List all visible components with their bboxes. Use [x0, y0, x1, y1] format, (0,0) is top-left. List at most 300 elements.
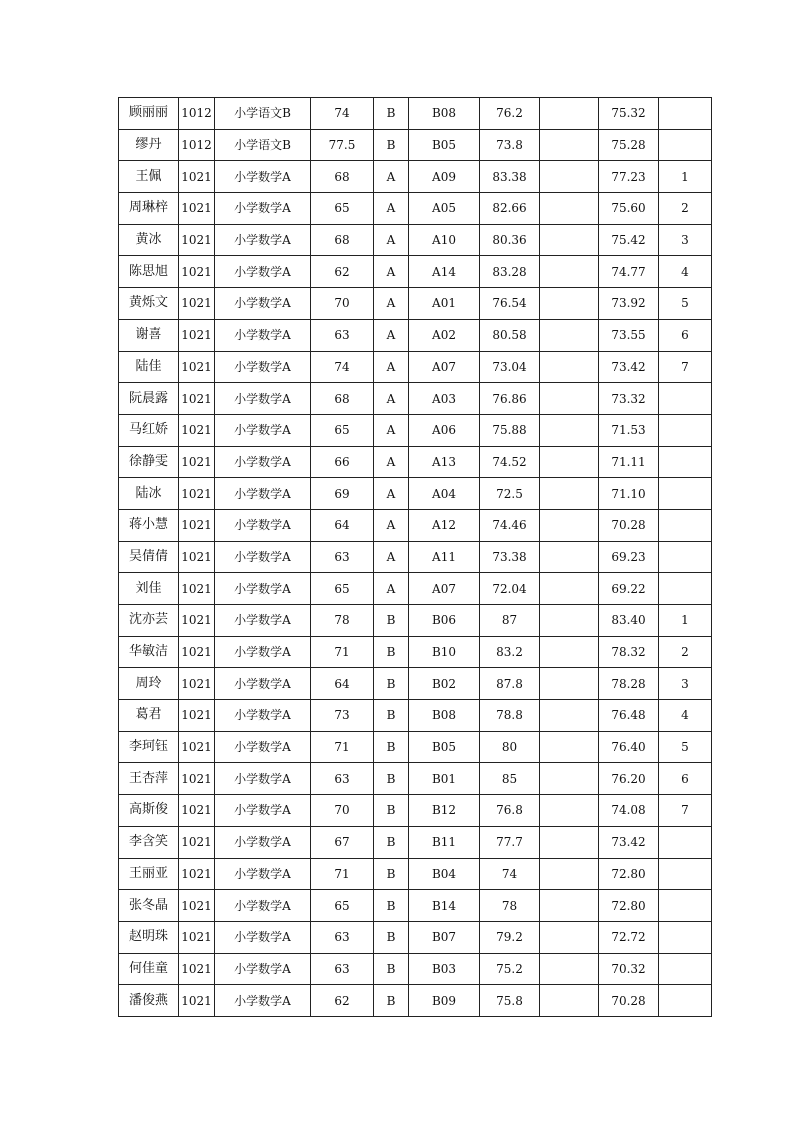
cell-written: 63 [311, 541, 374, 573]
cell-note [540, 319, 599, 351]
cell-seat: B10 [409, 636, 480, 668]
cell-code: 1021 [179, 319, 215, 351]
table-row [119, 414, 712, 446]
cell-seat: A03 [409, 383, 480, 415]
cell-code: 1021 [179, 985, 215, 1017]
cell-rank: 7 [659, 795, 712, 827]
cell-interview: 80.58 [480, 319, 540, 351]
cell-interview: 78 [480, 890, 540, 922]
cell-rank [659, 478, 712, 510]
cell-rank: 4 [659, 256, 712, 288]
cell-subject: 小学数学A [215, 668, 311, 700]
cell-group: B [374, 795, 409, 827]
table-row [119, 921, 712, 953]
cell-code: 1021 [179, 478, 215, 510]
cell-subject: 小学数学A [215, 573, 311, 605]
cell-group: B [374, 731, 409, 763]
cell-rank: 5 [659, 731, 712, 763]
cell-code: 1021 [179, 288, 215, 320]
cell-total: 83.40 [599, 605, 659, 637]
table-row [119, 256, 712, 288]
cell-subject: 小学数学A [215, 985, 311, 1017]
cell-interview: 74.52 [480, 446, 540, 478]
cell-total: 72.80 [599, 890, 659, 922]
cell-subject: 小学数学A [215, 193, 311, 225]
cell-note [540, 414, 599, 446]
cell-rank: 6 [659, 763, 712, 795]
cell-note [540, 731, 599, 763]
cell-interview: 77.7 [480, 826, 540, 858]
table-row [119, 319, 712, 351]
cell-note [540, 193, 599, 225]
cell-written: 78 [311, 605, 374, 637]
cell-code: 1021 [179, 763, 215, 795]
cell-group: A [374, 224, 409, 256]
table-row [119, 224, 712, 256]
cell-interview: 87 [480, 605, 540, 637]
cell-name: 黄烁文 [119, 288, 179, 320]
cell-note [540, 541, 599, 573]
cell-note [540, 129, 599, 161]
cell-subject: 小学数学A [215, 509, 311, 541]
table-row [119, 795, 712, 827]
cell-name: 潘俊燕 [119, 985, 179, 1017]
cell-group: B [374, 668, 409, 700]
cell-group: A [374, 541, 409, 573]
cell-seat: B11 [409, 826, 480, 858]
cell-note [540, 890, 599, 922]
cell-written: 63 [311, 319, 374, 351]
cell-written: 63 [311, 763, 374, 795]
cell-interview: 82.66 [480, 193, 540, 225]
cell-interview: 76.86 [480, 383, 540, 415]
cell-total: 70.32 [599, 953, 659, 985]
cell-rank: 6 [659, 319, 712, 351]
table-row [119, 763, 712, 795]
cell-name: 蒋小慧 [119, 509, 179, 541]
cell-group: A [374, 509, 409, 541]
cell-seat: B08 [409, 98, 480, 130]
cell-written: 68 [311, 161, 374, 193]
cell-group: B [374, 858, 409, 890]
cell-code: 1021 [179, 636, 215, 668]
cell-note [540, 161, 599, 193]
cell-group: A [374, 319, 409, 351]
cell-total: 73.42 [599, 351, 659, 383]
cell-code: 1021 [179, 795, 215, 827]
cell-interview: 72.04 [480, 573, 540, 605]
cell-interview: 75.8 [480, 985, 540, 1017]
cell-code: 1021 [179, 541, 215, 573]
cell-seat: A07 [409, 573, 480, 605]
table-row [119, 668, 712, 700]
cell-group: B [374, 953, 409, 985]
cell-total: 75.60 [599, 193, 659, 225]
cell-written: 65 [311, 193, 374, 225]
cell-note [540, 573, 599, 605]
cell-group: A [374, 288, 409, 320]
cell-written: 64 [311, 509, 374, 541]
cell-note [540, 700, 599, 732]
cell-subject: 小学数学A [215, 478, 311, 510]
cell-subject: 小学数学A [215, 953, 311, 985]
cell-seat: B03 [409, 953, 480, 985]
cell-name: 周玲 [119, 668, 179, 700]
cell-code: 1021 [179, 731, 215, 763]
cell-name: 缪丹 [119, 129, 179, 161]
cell-name: 沈亦芸 [119, 605, 179, 637]
cell-name: 赵明珠 [119, 921, 179, 953]
cell-seat: A04 [409, 478, 480, 510]
cell-total: 73.42 [599, 826, 659, 858]
table-row [119, 478, 712, 510]
cell-subject: 小学数学A [215, 826, 311, 858]
cell-rank: 3 [659, 668, 712, 700]
cell-interview: 73.8 [480, 129, 540, 161]
cell-written: 67 [311, 826, 374, 858]
cell-seat: B05 [409, 731, 480, 763]
cell-subject: 小学语文B [215, 129, 311, 161]
cell-interview: 85 [480, 763, 540, 795]
cell-rank [659, 541, 712, 573]
cell-total: 69.23 [599, 541, 659, 573]
cell-group: B [374, 98, 409, 130]
cell-subject: 小学数学A [215, 383, 311, 415]
cell-interview: 79.2 [480, 921, 540, 953]
cell-group: A [374, 478, 409, 510]
table-row [119, 383, 712, 415]
cell-rank: 4 [659, 700, 712, 732]
cell-total: 76.40 [599, 731, 659, 763]
cell-name: 陈思旭 [119, 256, 179, 288]
cell-written: 71 [311, 858, 374, 890]
cell-subject: 小学数学A [215, 446, 311, 478]
cell-group: A [374, 414, 409, 446]
cell-seat: A09 [409, 161, 480, 193]
score-table [118, 97, 712, 1017]
cell-total: 73.32 [599, 383, 659, 415]
cell-seat: B14 [409, 890, 480, 922]
cell-written: 68 [311, 383, 374, 415]
cell-group: B [374, 700, 409, 732]
cell-code: 1021 [179, 858, 215, 890]
cell-code: 1021 [179, 193, 215, 225]
cell-total: 72.80 [599, 858, 659, 890]
cell-total: 78.32 [599, 636, 659, 668]
cell-seat: B12 [409, 795, 480, 827]
cell-code: 1021 [179, 351, 215, 383]
cell-interview: 75.88 [480, 414, 540, 446]
cell-total: 71.10 [599, 478, 659, 510]
cell-seat: A12 [409, 509, 480, 541]
cell-rank [659, 129, 712, 161]
cell-subject: 小学数学A [215, 795, 311, 827]
cell-note [540, 605, 599, 637]
cell-total: 75.28 [599, 129, 659, 161]
cell-total: 73.92 [599, 288, 659, 320]
cell-subject: 小学数学A [215, 763, 311, 795]
cell-interview: 76.2 [480, 98, 540, 130]
cell-subject: 小学数学A [215, 351, 311, 383]
cell-rank [659, 98, 712, 130]
cell-written: 65 [311, 573, 374, 605]
cell-name: 周琳梓 [119, 193, 179, 225]
cell-note [540, 953, 599, 985]
cell-written: 71 [311, 731, 374, 763]
cell-group: A [374, 161, 409, 193]
cell-total: 76.48 [599, 700, 659, 732]
cell-rank: 5 [659, 288, 712, 320]
cell-group: B [374, 985, 409, 1017]
cell-total: 73.55 [599, 319, 659, 351]
cell-subject: 小学数学A [215, 890, 311, 922]
table-row [119, 605, 712, 637]
cell-rank [659, 509, 712, 541]
cell-group: B [374, 129, 409, 161]
cell-interview: 74.46 [480, 509, 540, 541]
cell-subject: 小学数学A [215, 636, 311, 668]
table-row [119, 193, 712, 225]
cell-note [540, 858, 599, 890]
cell-group: B [374, 605, 409, 637]
cell-written: 65 [311, 414, 374, 446]
cell-seat: A14 [409, 256, 480, 288]
cell-interview: 87.8 [480, 668, 540, 700]
cell-code: 1021 [179, 509, 215, 541]
cell-note [540, 509, 599, 541]
cell-name: 徐静雯 [119, 446, 179, 478]
cell-code: 1021 [179, 573, 215, 605]
cell-written: 65 [311, 890, 374, 922]
cell-written: 66 [311, 446, 374, 478]
table-row [119, 731, 712, 763]
table-row [119, 129, 712, 161]
cell-rank [659, 414, 712, 446]
cell-written: 77.5 [311, 129, 374, 161]
cell-total: 78.28 [599, 668, 659, 700]
cell-name: 高斯俊 [119, 795, 179, 827]
cell-group: B [374, 890, 409, 922]
cell-note [540, 985, 599, 1017]
cell-name: 葛君 [119, 700, 179, 732]
cell-rank: 1 [659, 605, 712, 637]
cell-interview: 75.2 [480, 953, 540, 985]
cell-seat: B09 [409, 985, 480, 1017]
cell-seat: B02 [409, 668, 480, 700]
cell-seat: A10 [409, 224, 480, 256]
cell-seat: A06 [409, 414, 480, 446]
cell-subject: 小学数学A [215, 288, 311, 320]
cell-subject: 小学数学A [215, 700, 311, 732]
cell-note [540, 256, 599, 288]
cell-written: 64 [311, 668, 374, 700]
cell-seat: B06 [409, 605, 480, 637]
cell-written: 63 [311, 921, 374, 953]
table-row [119, 288, 712, 320]
cell-total: 70.28 [599, 509, 659, 541]
cell-written: 62 [311, 985, 374, 1017]
cell-group: A [374, 256, 409, 288]
cell-rank [659, 921, 712, 953]
cell-name: 马红娇 [119, 414, 179, 446]
cell-subject: 小学数学A [215, 256, 311, 288]
cell-interview: 83.2 [480, 636, 540, 668]
cell-total: 75.42 [599, 224, 659, 256]
cell-code: 1021 [179, 414, 215, 446]
cell-total: 77.23 [599, 161, 659, 193]
cell-interview: 78.8 [480, 700, 540, 732]
cell-rank: 2 [659, 193, 712, 225]
cell-note [540, 351, 599, 383]
cell-name: 阮晨露 [119, 383, 179, 415]
cell-subject: 小学数学A [215, 224, 311, 256]
cell-code: 1021 [179, 826, 215, 858]
table-row [119, 509, 712, 541]
cell-name: 华敏洁 [119, 636, 179, 668]
cell-written: 71 [311, 636, 374, 668]
cell-seat: A13 [409, 446, 480, 478]
cell-code: 1021 [179, 605, 215, 637]
cell-note [540, 921, 599, 953]
cell-interview: 83.38 [480, 161, 540, 193]
cell-total: 74.08 [599, 795, 659, 827]
cell-interview: 83.28 [480, 256, 540, 288]
cell-name: 刘佳 [119, 573, 179, 605]
cell-subject: 小学数学A [215, 605, 311, 637]
table-row [119, 700, 712, 732]
cell-name: 李含笑 [119, 826, 179, 858]
table-row [119, 351, 712, 383]
cell-group: A [374, 573, 409, 605]
cell-interview: 76.8 [480, 795, 540, 827]
cell-name: 张冬晶 [119, 890, 179, 922]
cell-code: 1021 [179, 256, 215, 288]
cell-seat: A11 [409, 541, 480, 573]
cell-note [540, 224, 599, 256]
cell-seat: A07 [409, 351, 480, 383]
cell-seat: B08 [409, 700, 480, 732]
cell-subject: 小学数学A [215, 731, 311, 763]
cell-note [540, 795, 599, 827]
table-row [119, 985, 712, 1017]
cell-group: A [374, 446, 409, 478]
table-row [119, 98, 712, 130]
cell-total: 76.20 [599, 763, 659, 795]
cell-code: 1021 [179, 921, 215, 953]
cell-rank [659, 573, 712, 605]
cell-rank: 7 [659, 351, 712, 383]
cell-group: A [374, 193, 409, 225]
table-row [119, 446, 712, 478]
cell-total: 75.32 [599, 98, 659, 130]
cell-rank [659, 953, 712, 985]
cell-code: 1021 [179, 161, 215, 193]
cell-seat: B07 [409, 921, 480, 953]
cell-written: 74 [311, 351, 374, 383]
cell-group: B [374, 826, 409, 858]
cell-subject: 小学数学A [215, 161, 311, 193]
cell-name: 王杏萍 [119, 763, 179, 795]
cell-written: 63 [311, 953, 374, 985]
cell-subject: 小学数学A [215, 319, 311, 351]
cell-written: 74 [311, 98, 374, 130]
cell-group: B [374, 636, 409, 668]
cell-rank: 3 [659, 224, 712, 256]
cell-interview: 72.5 [480, 478, 540, 510]
cell-note [540, 763, 599, 795]
cell-rank [659, 985, 712, 1017]
table-row [119, 573, 712, 605]
cell-name: 黄冰 [119, 224, 179, 256]
cell-name: 吴倩倩 [119, 541, 179, 573]
cell-written: 68 [311, 224, 374, 256]
cell-seat: B04 [409, 858, 480, 890]
cell-rank [659, 890, 712, 922]
cell-interview: 76.54 [480, 288, 540, 320]
cell-note [540, 478, 599, 510]
cell-name: 陆冰 [119, 478, 179, 510]
table-row [119, 636, 712, 668]
table-row [119, 161, 712, 193]
cell-seat: A05 [409, 193, 480, 225]
cell-rank [659, 383, 712, 415]
cell-code: 1021 [179, 700, 215, 732]
cell-name: 谢喜 [119, 319, 179, 351]
table-row [119, 953, 712, 985]
cell-written: 70 [311, 795, 374, 827]
cell-code: 1021 [179, 446, 215, 478]
cell-interview: 73.38 [480, 541, 540, 573]
cell-rank [659, 858, 712, 890]
cell-total: 71.11 [599, 446, 659, 478]
cell-code: 1021 [179, 953, 215, 985]
cell-interview: 80.36 [480, 224, 540, 256]
table-row [119, 890, 712, 922]
cell-subject: 小学数学A [215, 541, 311, 573]
cell-code: 1021 [179, 668, 215, 700]
cell-group: B [374, 921, 409, 953]
cell-note [540, 636, 599, 668]
cell-note [540, 383, 599, 415]
cell-interview: 80 [480, 731, 540, 763]
cell-subject: 小学数学A [215, 921, 311, 953]
cell-group: A [374, 383, 409, 415]
cell-name: 何佳童 [119, 953, 179, 985]
cell-name: 王佩 [119, 161, 179, 193]
cell-code: 1012 [179, 129, 215, 161]
cell-name: 王丽亚 [119, 858, 179, 890]
cell-group: A [374, 351, 409, 383]
cell-name: 顾丽丽 [119, 98, 179, 130]
cell-group: B [374, 763, 409, 795]
cell-subject: 小学数学A [215, 414, 311, 446]
cell-total: 72.72 [599, 921, 659, 953]
cell-rank: 1 [659, 161, 712, 193]
cell-rank [659, 826, 712, 858]
cell-name: 李珂钰 [119, 731, 179, 763]
cell-note [540, 668, 599, 700]
cell-written: 70 [311, 288, 374, 320]
cell-seat: A01 [409, 288, 480, 320]
table-row [119, 826, 712, 858]
cell-rank: 2 [659, 636, 712, 668]
cell-interview: 73.04 [480, 351, 540, 383]
cell-written: 73 [311, 700, 374, 732]
table-row [119, 541, 712, 573]
cell-total: 70.28 [599, 985, 659, 1017]
cell-code: 1012 [179, 98, 215, 130]
cell-seat: B01 [409, 763, 480, 795]
